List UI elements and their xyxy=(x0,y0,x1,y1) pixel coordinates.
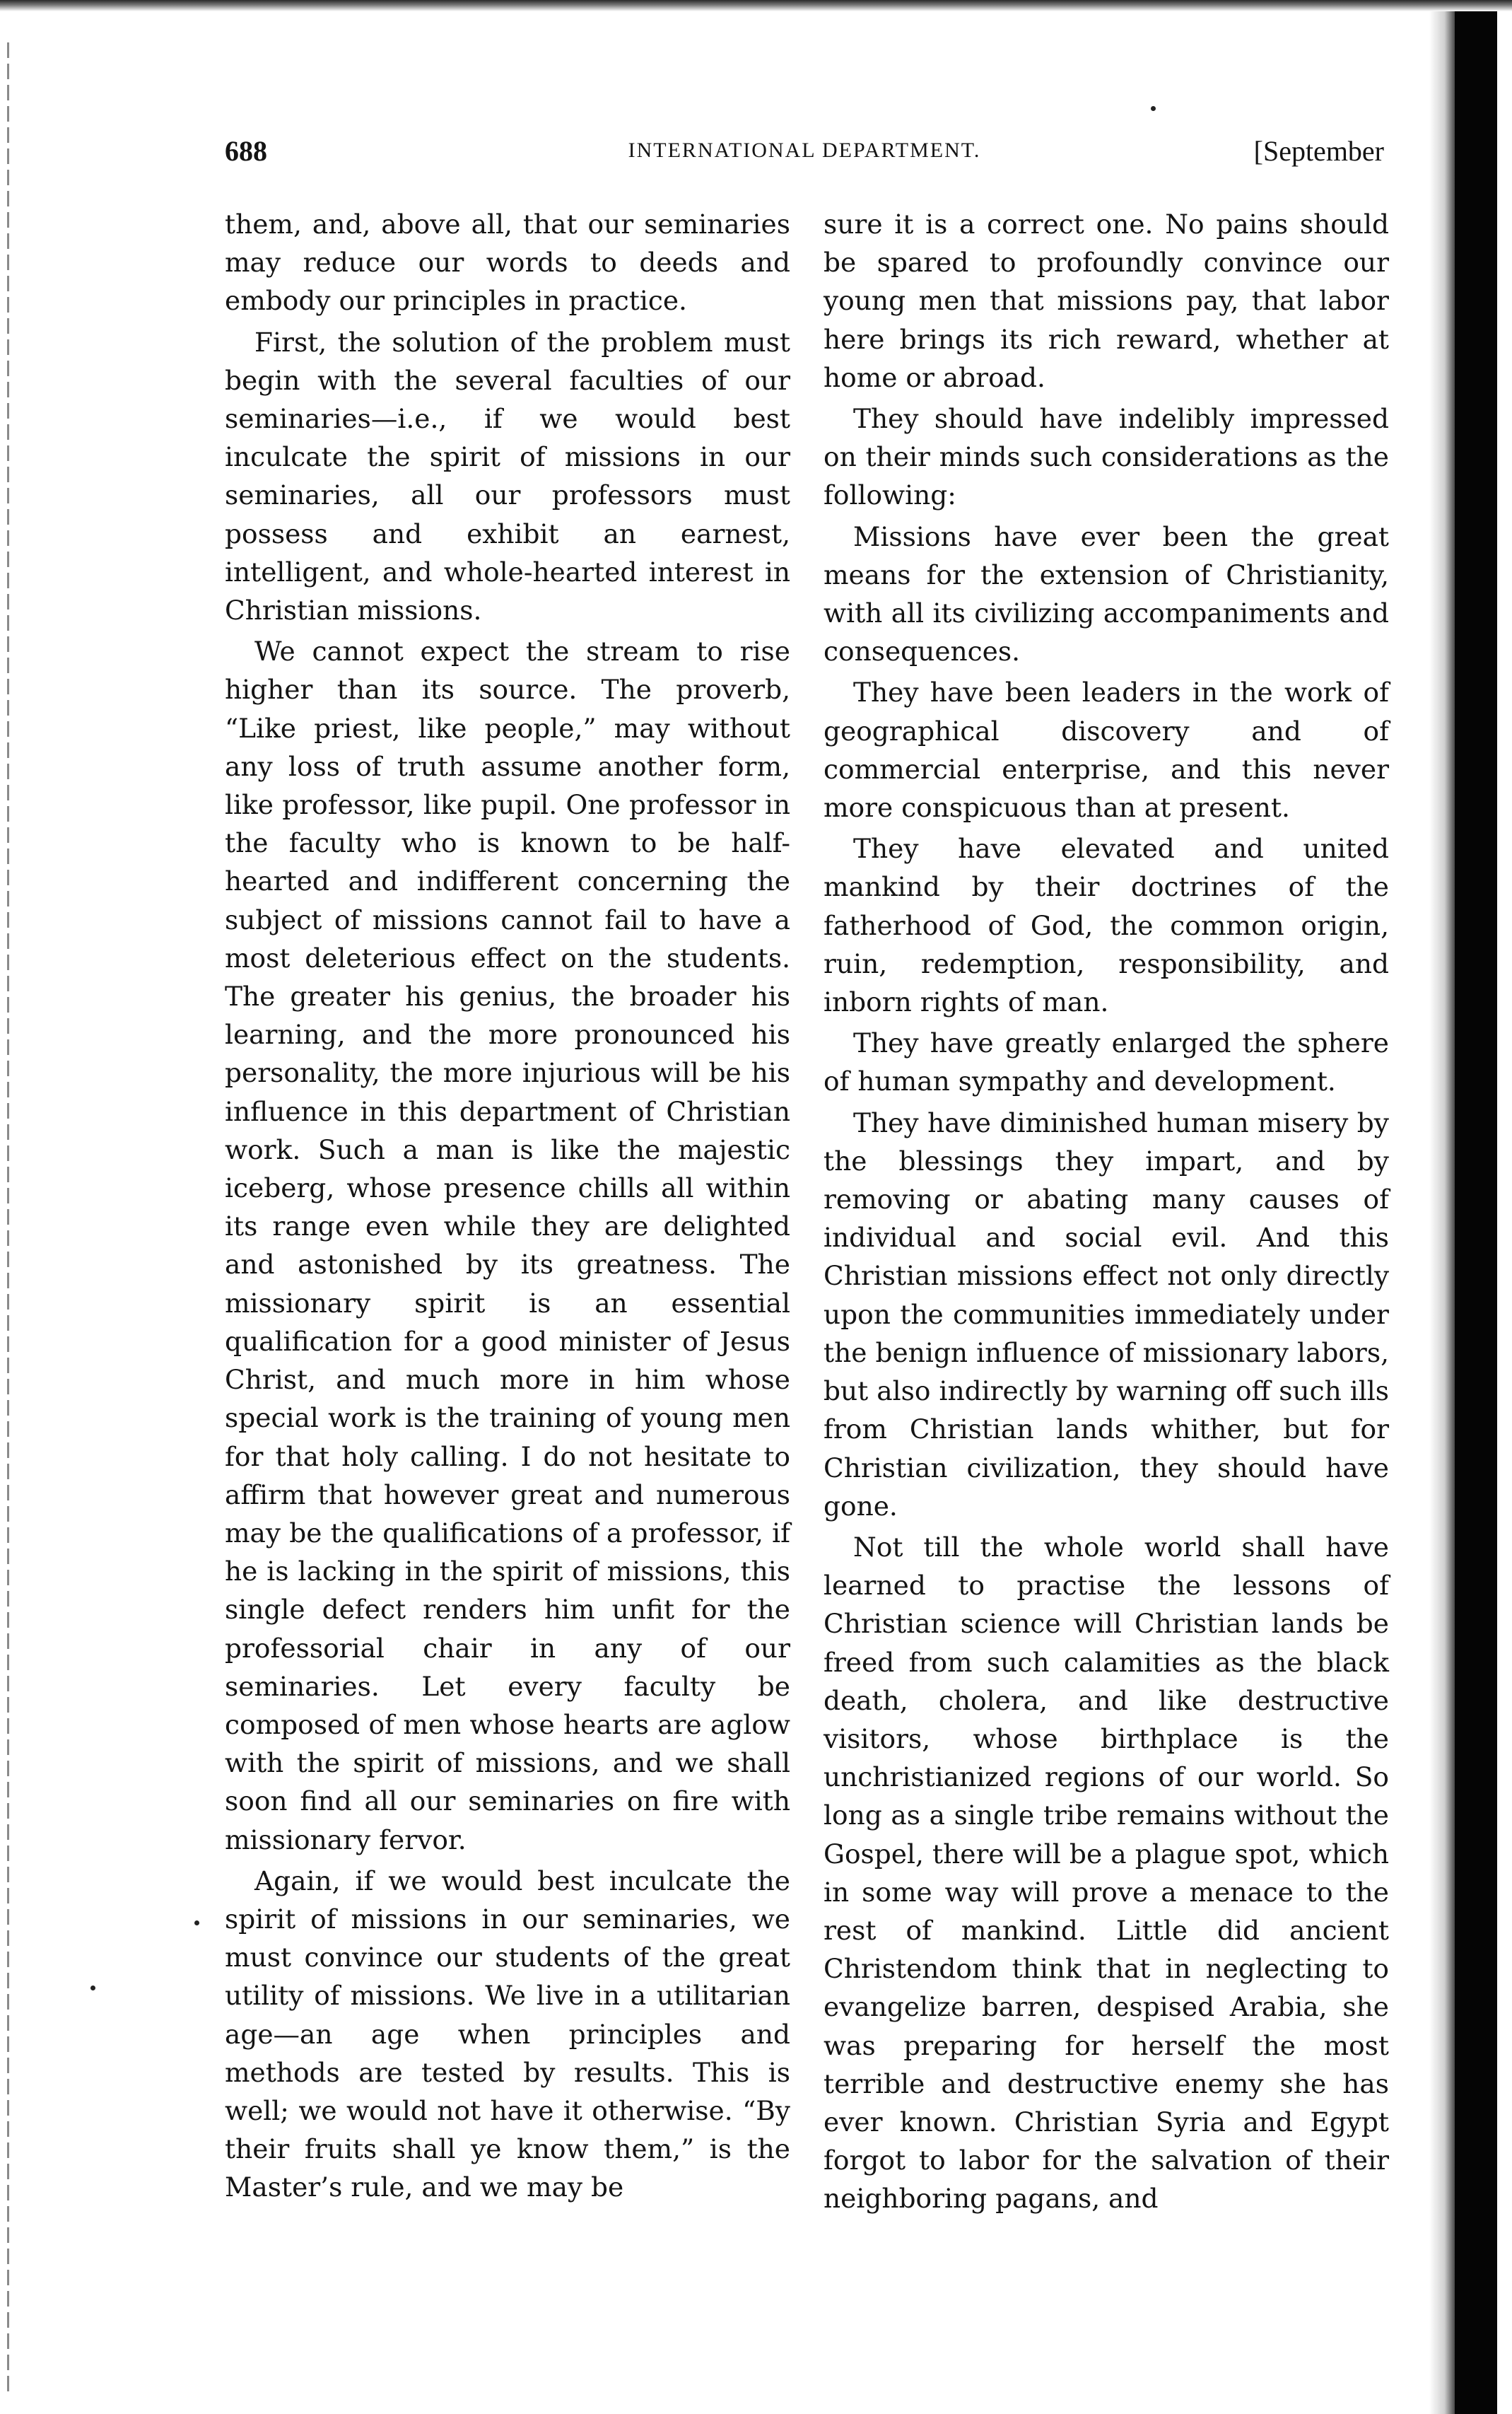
paragraph: They have been leaders in the work of geographical discovery and of commercial enterprise, and this never more conspicuous than at present. xyxy=(824,677,1389,824)
right-column xyxy=(824,205,1389,2221)
running-date: [September xyxy=(1253,135,1384,167)
binding-bar xyxy=(1455,11,1497,2414)
page-top-edge xyxy=(0,0,1512,11)
running-title: INTERNATIONAL DEPARTMENT. xyxy=(628,139,981,162)
paragraph: They have greatly enlarged the sphere of human sympathy and development. xyxy=(824,1027,1389,1097)
page-number: 688 xyxy=(225,135,267,167)
paragraph: Again, if we would best inculcate the spirit of missions in our seminaries, we must convince our students of the great utility of missions. We live in a utilitarian age—an age when principles and methods are tested by results. This is well; we would not have it otherwise. “By their fruits shall ye know them,” is the Master’s rule, and we may be xyxy=(225,1865,790,2203)
paragraph: First, the solution of the problem must begin with the several faculties of our seminaries—i.e., if we would best inculcate the spirit of missions in our seminaries, all our professors must possess and exhibit an earnest, intelligent, and whole-hearted interest in Christian missions. xyxy=(225,326,790,626)
paragraph: Missions have ever been the great means for the extension of Christianity, with all its civilizing accompaniments and consequences. xyxy=(824,520,1389,667)
binding-shadow xyxy=(1429,11,1455,2414)
speck-mark xyxy=(90,1986,95,1990)
paragraph: sure it is a correct one. No pains should be spared to profoundly convince our young men that missions pay, that labor here brings its rich reward, whether at home or abroad. xyxy=(824,209,1389,393)
paragraph: We cannot expect the stream to rise higher than its source. The proverb, “Like priest, like people,” may without any loss of truth assume another form, like professor, like pupil. One professor in the faculty who is known to be half-hearted and indifferent concerning the subject of missions cannot fail to have a most deleterious effect on the students. The greater his genius, the broader his learning, and the more pronounced his personality, the more injurious will be his influence in this department of Christian work. Such a man is like the majestic iceberg, whose presence chills all within its range even while they are delighted and astonished by its greatness. The missionary spirit is an essential qualification for a good minister of Jesus Christ, and much more in him whose special work is the training of young men for that holy calling. I do not hesitate to affirm that however great and numerous may be the qualifications of a professor, if he is lacking in the spirit of missions, this single defect renders him unfit for the professorial chair in any of our seminaries. Let every faculty be composed of men whose hearts are aglow with the spirit of missions, and we shall soon find all our seminaries on fire with missionary fervor. xyxy=(225,636,790,1855)
speck-mark xyxy=(1151,106,1156,111)
paragraph: They have elevated and united mankind by their doctrines of the fatherhood of God, the common origin, ruin, redemption, responsibility, and inborn rights of man. xyxy=(824,833,1389,1018)
running-head xyxy=(225,134,1384,177)
speck-mark xyxy=(194,1920,199,1925)
page-left-edge xyxy=(7,42,9,2397)
paragraph: They should have indelibly impressed on their minds such considerations as the following: xyxy=(824,403,1389,511)
left-column xyxy=(225,205,790,2210)
paragraph: them, and, above all, that our seminaries may reduce our words to deeds and embody our principles in practice. xyxy=(225,209,790,317)
paragraph: Not till the whole world shall have learned to practise the lessons of Christian science will Christian lands be freed from such calamities as the black death, cholera, and like destructive visitors, whose birthplace is the unchristianized regions of our world. So long as a single tribe remains without the Gospel, there will be a plague spot, which in some way will prove a menace to the rest of mankind. Little did ancient Christendom think that in neglecting to evangelize barren, despised Arabia, she was preparing for herself the most terrible and destructive enemy she has ever known. Christian Syria and Egypt forgot to labor for the salvation of their neighboring pagans, and xyxy=(824,1531,1389,2215)
paragraph: They have diminished human misery by the blessings they impart, and by removing or abating many causes of individual and social evil. And this Christian missions effect not only directly upon the communities immediately under the benign influence of missionary labors, but also indirectly by warning off such ills from Christian lands whither, but for Christian civilization, they should have gone. xyxy=(824,1107,1389,1522)
